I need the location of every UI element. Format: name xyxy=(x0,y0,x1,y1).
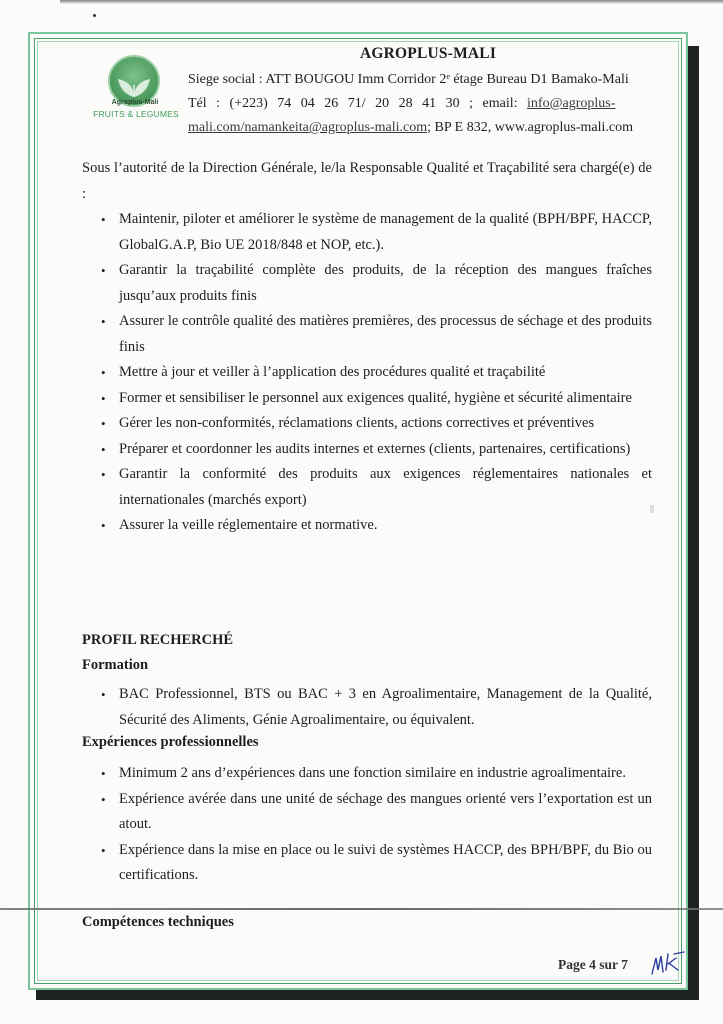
skills-title: Compétences techniques xyxy=(82,914,234,930)
responsibility-item xyxy=(82,437,652,463)
intro-paragraph: Sous l’autorité de la Direction Générale, le/la Responsable Qualité et Traçabilité sera chargé(e) de : xyxy=(82,160,652,202)
responsibility-item xyxy=(82,258,652,309)
list-item-text: Expérience avérée dans une unité de séchage des mangues orienté vers l’exportation est un atout. xyxy=(119,790,652,832)
scan-fold-line xyxy=(0,908,723,910)
bullet-icon: • xyxy=(101,263,106,278)
company-contact-line xyxy=(188,96,615,112)
list-item-text: Assurer la veille réglementaire et normative. xyxy=(119,517,378,533)
scan-smudge xyxy=(650,505,654,513)
bullet-icon: • xyxy=(101,416,106,431)
logo-tagline: FRUITS & LEGUMES xyxy=(93,109,179,119)
list-item-text: Garantir la traçabilité complète des produits, de la réception des mangues fraîches jusqu’aux produits finis xyxy=(119,262,652,304)
formation-title: Formation xyxy=(82,657,149,673)
list-item-text: Expérience dans la mise en place ou le suivi de systèmes HACCP, des BPH/BPF, du Bio ou certifications. xyxy=(119,841,652,883)
list-item-text: BAC Professionnel, BTS ou BAC + 3 en Agroalimentaire, Management de la Qualité, Sécurité des Aliments, Génie Agroalimentaire, ou équivalent. xyxy=(119,686,652,728)
bullet-icon: • xyxy=(101,390,106,406)
responsibility-item xyxy=(82,513,652,539)
email-link-part1[interactable]: info@agroplus- xyxy=(527,96,616,111)
list-item-text: Garantir la conformité des produits aux exigences réglementaires nationales et internationales (marchés export) xyxy=(119,466,652,508)
page-border-shadow-bottom xyxy=(36,990,699,1000)
bullet-icon: • xyxy=(101,212,106,227)
bullet-icon: • xyxy=(101,365,106,380)
bullet-icon: • xyxy=(101,467,106,482)
bullet-icon: • xyxy=(101,441,106,457)
responsibility-item xyxy=(82,462,652,513)
bullet-icon: • xyxy=(101,842,106,858)
formation-section xyxy=(82,682,652,733)
handwritten-initials xyxy=(648,948,688,978)
bullet-icon: • xyxy=(101,687,106,702)
list-item-text: Assurer le contrôle qualité des matières premières, des processus de séchage et des produits finis xyxy=(119,313,652,355)
responsibility-item xyxy=(82,360,652,386)
bullet-icon: • xyxy=(101,314,106,329)
responsibility-item xyxy=(82,207,652,258)
formation-item xyxy=(82,682,652,733)
page-border-shadow-right xyxy=(688,46,699,994)
experience-section xyxy=(82,761,652,889)
list-item-text: Mettre à jour et veiller à l’application des procédures qualité et traçabilité xyxy=(119,364,546,380)
list-item-text: Former et sensibiliser le personnel aux exigences qualité, hygiène et sécurité alimentaire xyxy=(119,389,632,406)
email-link-part2[interactable]: mali.com/namankeita@agroplus-mali.com xyxy=(188,120,428,135)
responsibility-item xyxy=(82,309,652,360)
page-number: Page 4 sur 7 xyxy=(558,957,628,972)
responsibilities-list xyxy=(82,207,652,539)
responsibilities-section xyxy=(82,156,652,539)
experience-item xyxy=(82,838,652,889)
bullet-icon: • xyxy=(101,766,106,781)
list-item-text: Préparer et coordonner les audits internes et externes (clients, partenaires, certifications) xyxy=(119,440,631,457)
profile-title: PROFIL RECHERCHÉ xyxy=(82,632,234,648)
list-item-text: Minimum 2 ans d’expériences dans une fonction similaire en industrie agroalimentaire. xyxy=(119,765,626,781)
experience-list xyxy=(82,761,652,889)
bp-and-website: ; BP E 832, www.agroplus-mali.com xyxy=(427,120,633,135)
company-name: AGROPLUS-MALI xyxy=(360,45,497,62)
formation-list xyxy=(82,682,652,733)
list-item-text: Gérer les non-conformités, réclamations clients, actions correctives et préventives xyxy=(119,415,595,431)
experience-title: Expériences professionnelles xyxy=(82,734,259,750)
responsibility-item xyxy=(82,386,652,412)
scan-speck xyxy=(93,14,96,17)
responsibility-item xyxy=(82,411,652,437)
company-address: Siege social : ATT BOUGOU Imm Corridor 2ᵉ étage Bureau D1 Bamako-Mali xyxy=(188,72,629,87)
experience-item xyxy=(82,761,652,787)
company-contact-line-2 xyxy=(188,120,633,136)
bullet-icon: • xyxy=(101,791,106,807)
logo-company-name: Agroplus-Mali xyxy=(111,99,159,106)
experience-item xyxy=(82,787,652,838)
bullet-icon: • xyxy=(101,518,106,533)
scan-edge xyxy=(60,0,723,4)
list-item-text: Maintenir, piloter et améliorer le système de management de la qualité (BPH/BPF, HACCP, GlobalG.A.P, Bio UE 2018/848 et NOP, etc.). xyxy=(119,211,652,253)
phone-numbers: Tél : (+223) 74 04 26 71/ 20 28 41 30 ; email: xyxy=(188,96,518,111)
